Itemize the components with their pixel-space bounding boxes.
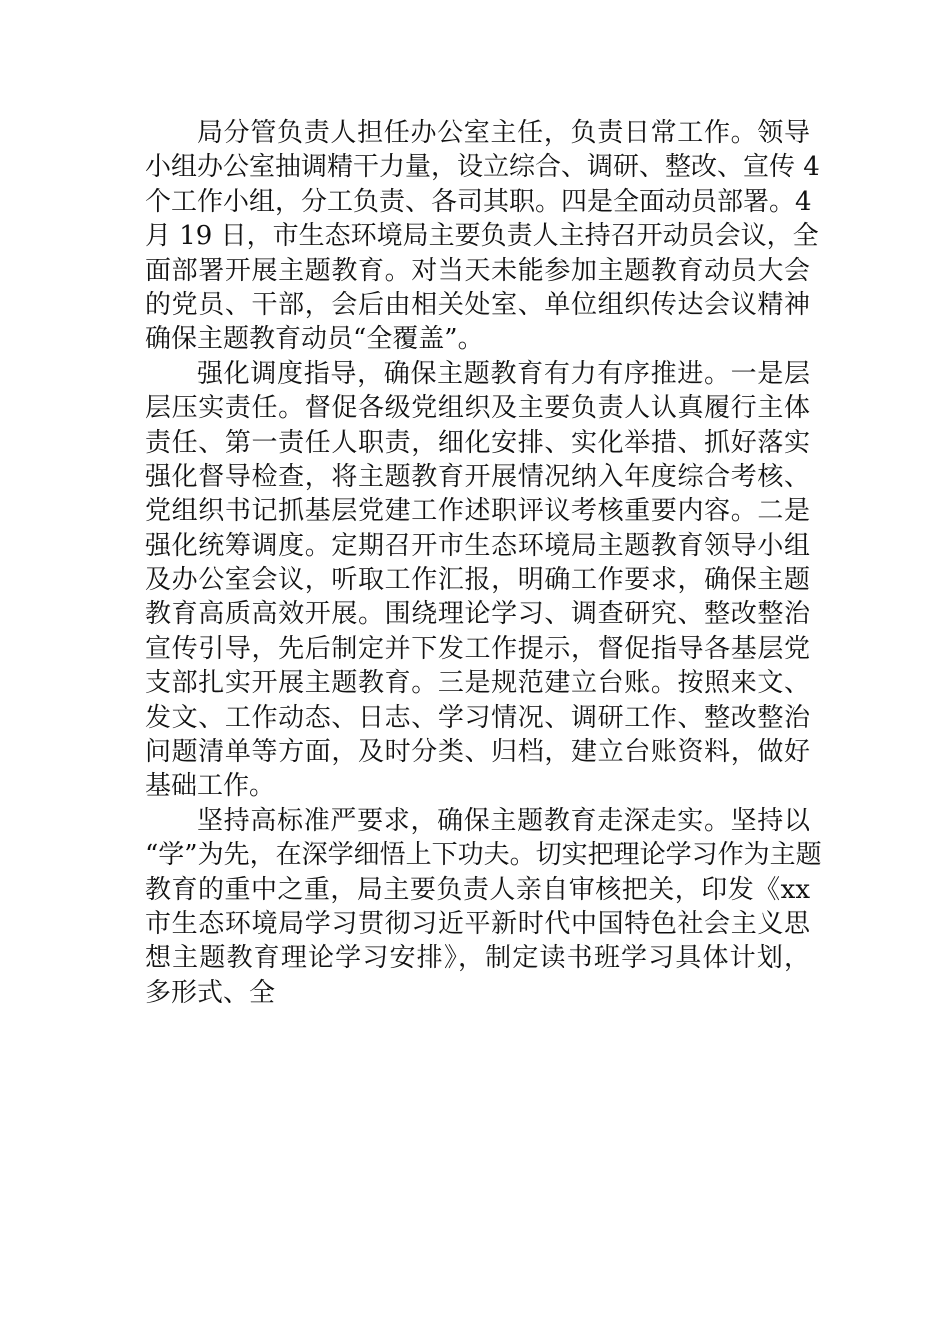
- text-line: 党组织书记抓基层党建工作述职评议考核重要内容。二是: [145, 496, 810, 527]
- text-line: 坚持高标准严要求，确保主题教育走深走实。坚持以: [197, 805, 810, 836]
- text-line: 局分管负责人担任办公室主任，负责日常工作。领导: [197, 118, 810, 148]
- text-line: 层压实责任。督促各级党组织及主要负责人认真履行主体: [145, 393, 810, 424]
- text-line: 市生态环境局学习贯彻习近平新时代中国特色社会主义思: [145, 908, 810, 939]
- text-line: 责任、第一责任人职责，细化安排、实化举措、抓好落实: [145, 427, 810, 458]
- text-line: 多形式、全: [145, 977, 276, 1008]
- text-line: “学”为先，在深学细悟上下功夫。切实把理论学习作为主题: [145, 840, 822, 871]
- paragraph-1: [145, 116, 820, 357]
- text-line: 基础工作。: [145, 771, 276, 802]
- text-line: 宣传引导，先后制定并下发工作提示，督促指导各基层党: [145, 633, 810, 664]
- text-line: 问题清单等方面，及时分类、归档，建立台账资料，做好: [145, 737, 810, 768]
- text-line: 小组办公室抽调精干力量，设立综合、调研、整改、宣传 4: [145, 152, 820, 183]
- text-line: 发文、工作动态、日志、学习情况、调研工作、整改整治: [145, 702, 810, 733]
- paragraph-3: [145, 804, 822, 1010]
- text-line: 面部署开展主题教育。对当天未能参加主题教育动员大会: [145, 255, 810, 286]
- text-line: 确保主题教育动员“全覆盖”。: [145, 324, 484, 355]
- text-line: 的党员、干部，会后由相关处室、单位组织传达会议精神: [145, 289, 810, 320]
- text-line: 教育的重中之重，局主要负责人亲自审核把关，印发《xx: [145, 874, 810, 905]
- text-line: 支部扎实开展主题教育。三是规范建立台账。按照来文、: [145, 668, 810, 699]
- text-line: 个工作小组，分工负责、各司其职。四是全面动员部署。4: [145, 186, 812, 217]
- text-line: 及办公室会议，听取工作汇报，明确工作要求，确保主题: [145, 565, 810, 596]
- text-line: 强化统筹调度。定期召开市生态环境局主题教育领导小组: [145, 530, 810, 561]
- paragraph-2: [145, 357, 810, 804]
- text-line: 强化调度指导，确保主题教育有力有序推进。一是层: [197, 358, 810, 389]
- text-line: 月 19 日，市生态环境局主要负责人主持召开动员会议，全: [145, 221, 819, 252]
- text-line: 强化督导检查，将主题教育开展情况纳入年度综合考核、: [145, 461, 810, 492]
- text-line: 想主题教育理论学习安排》，制定读书班学习具体计划，: [145, 943, 810, 974]
- document-body: [145, 116, 822, 1010]
- text-line: 教育高质高效开展。围绕理论学习、调查研究、整改整治: [145, 599, 810, 630]
